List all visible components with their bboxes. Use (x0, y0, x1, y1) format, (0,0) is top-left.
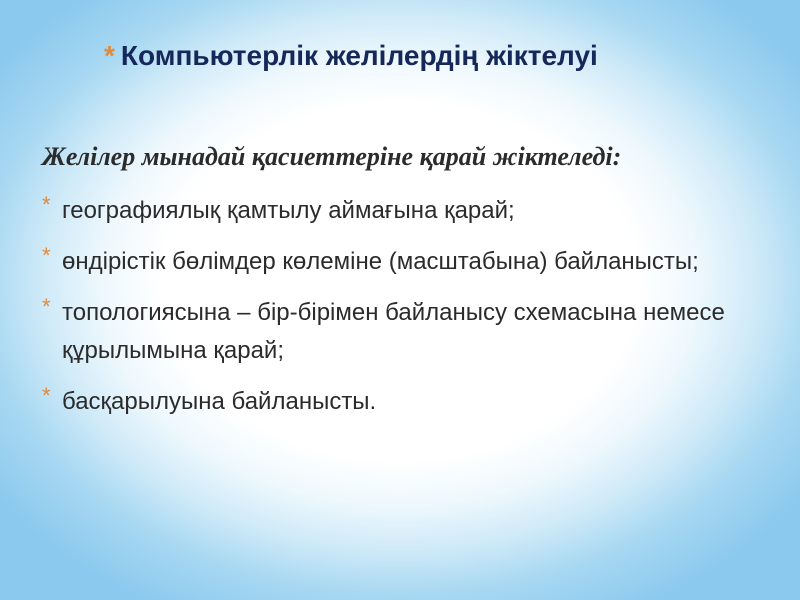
bullet-star-icon: * (42, 192, 51, 217)
bullet-list (42, 192, 762, 434)
bullet-star-icon: * (42, 294, 51, 319)
title-bullet-icon: * (104, 40, 115, 71)
bullet-text: географиялық қамтылу аймағына қарай; (62, 197, 515, 224)
bullet-item (42, 243, 762, 281)
bullet-item (42, 294, 762, 370)
slide-title (104, 40, 784, 72)
intro-text: Желілер мынадай қасиеттеріне қарай жіктеледі: (42, 142, 622, 171)
bullet-star-icon: * (42, 383, 51, 408)
bullet-item (42, 192, 762, 230)
bullet-text: басқарылуына байланысты. (62, 388, 377, 415)
bullet-text: өндірістік бөлімдер көлеміне (масштабына) байланысты; (62, 248, 699, 275)
bullet-star-icon: * (42, 243, 51, 268)
bullet-text: топологиясына – бір-бірімен байланысу схемасына немесе құрылымына қарай; (62, 299, 725, 364)
bullet-item (42, 383, 762, 421)
slide-title-text: Компьютерлік желілердің жіктелуі (120, 40, 598, 71)
